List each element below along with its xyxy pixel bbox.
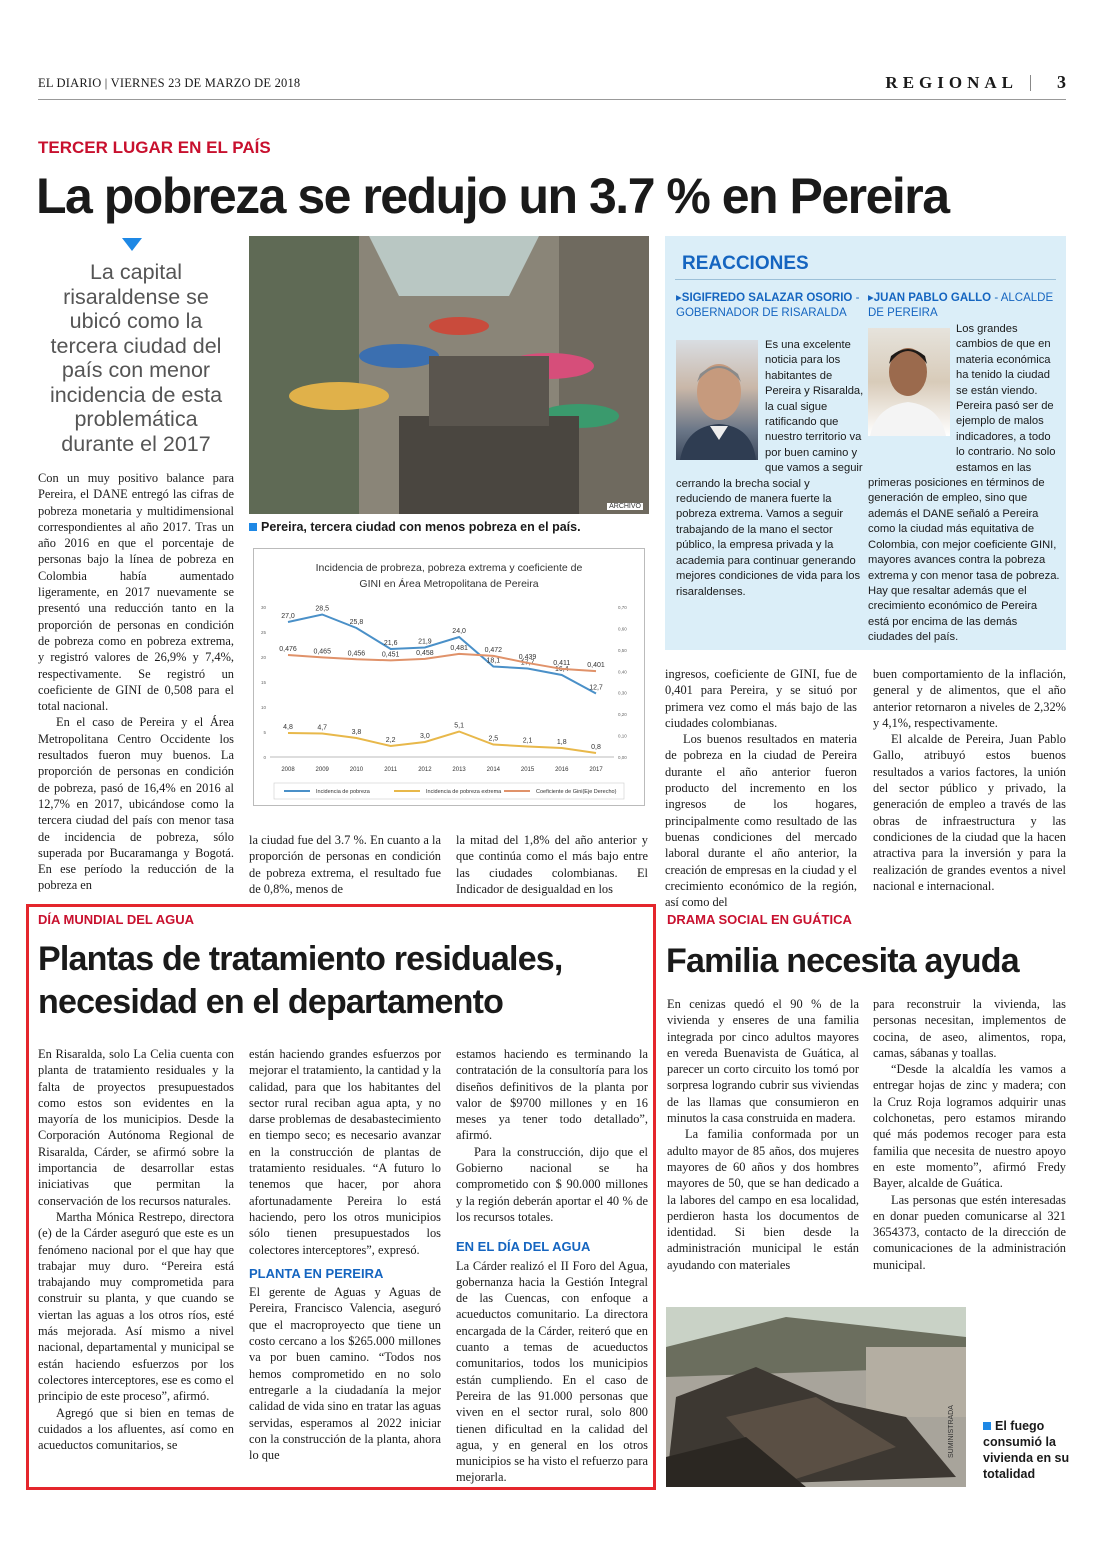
series-line-0 [288,615,596,694]
header-left: EL DIARIO | VIERNES 23 DE MARZO DE 2018 [38,76,301,90]
paragraph: La familia conformada por un adulto mayor de 85 años, dos mujeres mayores de 60 años y dos hombres mayores de 50, que se han dedicado a la labores del campo en esa localidad, perdieron hasta los documentos de identidad. Si bien desde la administración municipal le están ayudando con materiales [667,1127,859,1272]
y2-tick-label: 0,10 [618,733,627,739]
pereira-street-photo [249,236,649,514]
page-header [38,72,1066,96]
x-tick-label: 2011 [384,767,398,773]
page-number: 3 [1057,72,1066,92]
y-tick-label: 10 [260,705,266,710]
paragraph: Agregó que si bien en temas de cuidados a los afluentes, así como en acueductos comunitarios, se [38,1405,234,1453]
family-headline: Familia necesita ayuda [666,942,1019,980]
subhead-planta: PLANTA EN PEREIRA [249,1265,384,1281]
main-column-3 [456,832,648,897]
x-tick-label: 2014 [486,767,501,773]
x-tick-label: 2010 [349,767,364,773]
paragraph: El gerente de Aguas y Aguas de Pereira, Francisco Valencia, aseguró que el macroproyecto que tiene un costo cercano a los $265.000 millones va por buen camino. “Todos nos hemos comprometido en no solo entregarle a la ciudadanía la mejor calidad de vida sino en tratar las aguas servidas, esperamos al 2022 iniciar con la construcción de la planta, ahora lo que [249,1285,441,1463]
poverty-chart [253,548,645,806]
photo-credit: ARCHIVO [609,503,641,510]
data-label: 0,465 [313,648,331,656]
data-label: 0,401 [587,662,605,670]
paragraph: estamos haciendo es terminando la contratación de la consultoría para los diseños definitivos de la planta por valor de $9700 millones y en 16 meses ya tener todo detallado”, afirmó. [456,1047,648,1143]
water-column-3 [456,1046,648,1486]
x-tick-label: 2008 [281,767,295,773]
paragraph: En el caso de Pereira y el Área Metropolitana Centro Occidente los resultados fueron muy buenos. La proporción de personas en condición de pobreza, pasó de 16,4% en 2016 al 12,7% en 2017, ubicándose como la tercera ciudad del país con menor tasa de incidencia de pobreza, sólo superada por Bucaramanga y Bogotá. En ese período la reducción de la pobreza en [38,715,234,893]
y2-tick-label: 0,50 [618,647,627,653]
person1-arrow-icon: ▸ [676,292,682,304]
paragraph: la mitad del 1,8% del año anterior y que continúa como el más bajo entre las ciudades colombianas. El Indicador de desigualdad en los [456,833,648,896]
y-tick-label: 0 [263,755,266,760]
paragraph: Para la construcción, dijo que el Gobierno nacional se ha comprometido con $ 90.000 millones y la región deberán aportar el 40 % de los recursos totales. [456,1144,648,1224]
person1-name: ▸SIGIFREDO SALAZAR OSORIO - GOBERNADOR DE RISARALDA [676,292,860,319]
paragraph: buen comportamiento de la inflación, general y de alimentos, que el año anterior retornaron a niveles de 2,32% y 4,1%, respectivamente. [873,667,1066,730]
data-label: 24,0 [452,628,466,635]
data-label: 0,8 [591,744,601,751]
main-headline: La pobreza se redujo un 3.7 % en Pereira [36,168,949,224]
y-tick-label: 30 [260,605,266,610]
series-line-2 [288,654,596,671]
caption-text: El fuego consumió la vivienda en su totalidad [983,1419,1070,1481]
paragraph: para reconstruir la vivienda, las personas necesitan, implementos de cocina, de aseo, alimentos, ropa, camas, sábanas y toallas. [873,997,1066,1060]
person1-quote: Es una excelente noticia para los habitantes de Pereira y Risaralda, la cual sigue ratificando que nuestro territorio va por buen camino y que vamos a seguir cerrando la brecha social y reduciendo de manera fuerte la pobreza extrema. Vamos a seguir trabajando de la mano el sector público, la empresa privada y la academia para continuar generando mejores condiciones de vida para los risaraldenses. [676,339,864,598]
caption-text: Pereira, tercera ciudad con menos pobreza en el país. [261,520,581,534]
data-label: 27,0 [281,613,295,620]
y2-tick-label: 0,30 [618,690,627,696]
data-label: 16,4 [554,666,569,673]
paragraph: En Risaralda, solo La Celia cuenta con planta de tratamiento residuales y la falta de proyectos presupuestados como estos son evidentes en la mayoría de los municipios. Desde la Corporación Autónoma Regional de Risaralda, Cárder, se afirmó sobre la importancia de desarrollar estas iniciativas que permitan la conservación de los recursos naturales. [38,1047,234,1208]
paragraph: Los buenos resultados en materia de pobreza en la ciudad de Pereira durante el año anterior fueron producto del incremento en los ingresos de los hogares, principalmente como resultado de las buenas condiciones del mercado laboral durante el año anterior, la creación de empresas en la ciudad y el crecimiento económico de la región, así como del [665,732,857,910]
y-tick-label: 20 [260,655,266,660]
reactions-box [665,236,1066,650]
main-column-2 [249,832,441,897]
family-photo-caption [983,1418,1073,1482]
data-label: 28,5 [315,605,330,613]
poverty-chart-svg [254,549,644,805]
paragraph: Con un muy positivo balance para Pereira, el DANE entregó las cifras de pobreza monetaria y multidimensional correspondientes al año 2017. Tras un año 2016 en que el porcentaje de personas bajo la línea de pobreza en Colombia había aumentado ligeramente, en 2017 nuevamente se presentó una reducción tanto en la proporción de personas en condición de pobreza como en pobreza extrema, y registró valores de 26,9% y 7,4%, respectivamente. Se registró un coeficiente de GINI de 0,508 para el total nacional. [38,471,234,714]
section-name: REGIONAL [885,73,1018,92]
data-label: 3,8 [351,729,362,736]
float-spacer [676,338,765,464]
data-label: 1,8 [556,739,567,746]
x-tick-label: 2017 [589,767,603,773]
chart-title: GINI en Área Metropolitana de Pereira [359,578,539,590]
paragraph: la ciudad fue del 3.7 %. En cuanto a la proporción de personas en condición de pobreza extrema, el resultado fue de 0,8%, menos de [249,833,441,896]
data-label: 4,8 [283,724,293,731]
y-tick-label: 25 [260,630,266,635]
float-spacer [868,322,956,462]
photo-credit-vertical: SUMINISTRADA [948,1405,955,1458]
y2-tick-label: 0,00 [618,755,627,760]
data-label: 2,1 [522,737,533,745]
reactions-rule [675,279,1056,280]
person2-name: ▸JUAN PABLO GALLO - ALCALDE DE PEREIRA [868,292,1054,319]
x-tick-label: 2015 [520,767,535,773]
y-tick-label: 5 [263,730,266,735]
main-kicker: TERCER LUGAR EN EL PAÍS [38,138,271,157]
paragraph: están haciendo grandes esfuerzos por mejorar el tratamiento, la cantidad y la calidad, para que los habitantes del sector rural reciban agua apta, y no darse problemas de desabastecimiento en tiempo seco; es necesario avanzar en la construcción de plantas de tratamiento residuales. “A futuro lo tenemos que hacer, por ahora afortunadamente Pereira lo está haciendo, pero los otros municipios sólo tienen presupuestados los colectores interceptores”, expresó. [249,1047,441,1257]
y2-tick-label: 0,60 [618,626,627,632]
main-column-5 [873,666,1066,894]
paragraph: El alcalde de Pereira, Juan Pablo Gallo, atribuyó estos buenos resultados a varios factores, la unión del sector público y privado, la generación de empleo a través de las obras de infraestructura y las condiciones de la ciudad que la hacen atractiva para la inversión y para la realización de grandes eventos a nivel nacional e internacional. [873,732,1066,893]
reactions-title: REACCIONES [682,253,809,274]
data-label: 0,456 [347,650,366,658]
data-label: 25,8 [349,619,364,626]
family-column-1 [667,996,859,1273]
data-label: 21,6 [383,640,398,647]
y-tick-label: 15 [260,680,266,685]
legend-label: Incidencia de pobreza [316,789,370,795]
paragraph: ingresos, coeficiente de GINI, fue de 0,401 para Pereira, y se situó por primera vez como el más bajo de las ciudades colombianas. [665,667,857,730]
burned-house-photo [666,1307,966,1487]
y2-tick-label: 0,70 [618,605,627,610]
caption-square-icon [249,523,257,531]
photo-caption [249,520,581,534]
crowd-illustration [249,236,649,514]
header-rule [38,99,1066,100]
y2-tick-label: 0,20 [618,712,627,718]
water-headline: Plantas de tratamiento residuales, necesidad en el departamento [38,940,563,1021]
chart-title: Incidencia de probreza, pobreza extrema y coeficiente de [315,562,583,574]
x-tick-label: 2012 [418,767,432,773]
caption-square-icon [983,1422,991,1430]
legend-label: Coeficiente de Gini(Eje Derecho) [536,789,617,795]
x-tick-label: 2009 [315,767,329,773]
data-label: 5,1 [454,722,464,730]
person2-quote: Los grandes cambios de que en materia económica ha tenido la ciudad se están viendo. Pereira pasó ser de ejemplo de malos indicadores, a todo lo contrario. No solo estamos en las primeras posiciones en términos de generación de empleo, sino que además el DANE señaló a Pereira como la ciudad más equitativa de Colombia, con mejor coeficiente GINI, mayores avances contra la pobreza extrema y con menor tasa de pobreza. Hay que resaltar además que el crecimiento económico de Pereira está por encima de las demás ciudades del país. [868,323,1060,644]
data-label: 0,411 [553,659,571,667]
data-label: 0,439 [518,653,537,661]
water-kicker: DÍA MUNDIAL DEL AGUA [38,912,194,927]
lead-text: La capital risaraldense se ubicó como la tercera ciudad del país con menor incidencia de esta problemática durante el 2017 [49,260,223,456]
family-kicker: DRAMA SOCIAL EN GUÁTICA [667,912,852,927]
main-column-1 [38,470,234,894]
water-column-2 [249,1046,441,1463]
subhead-dia-agua: EN EL DÍA DEL AGUA [456,1239,591,1255]
paragraph: En cenizas quedó el 90 % de la vivienda y enseres de una familia integrada por cinco adultos mayores en vereda Buenavista de Guática, al parecer un corto circuito los tomó por sorpresa logrando cubrir sus viviendas de las llamas que consumieron en minutos la casa construida en madera. [667,997,859,1126]
paragraph: “Desde la alcaldía les vamos a entregar hojas de zinc y madera; con la Cruz Roja logramos adquirir unas colchonetas, pero estamos mirando qué más podemos recoger para esta familia que necesita de nuestro apoyo en este momento”, afirmó Fredy Bayer, alcalde de Guática. [873,1062,1066,1191]
family-column-2 [873,996,1066,1273]
data-label: 0,481 [450,644,468,652]
data-label: 0,476 [279,646,297,653]
data-label: 4,7 [317,724,328,732]
data-label: 0,451 [381,651,400,659]
y2-tick-label: 0,40 [618,669,627,675]
water-column-1 [38,1046,234,1453]
header-divider [1030,75,1031,91]
data-label: 2,5 [488,735,499,743]
paragraph: Martha Mónica Restrepo, directora (e) de la Cárder aseguró que este es un fenómeno nacional por el que hay que trabajar muy duro. “Pereira está trabajando muy comprometida para construir su planta, y que cuando se viertan las aguas a los otros ríos, esté más mejorada. Así mismo a nivel nacional, departamental y municipal se están haciendo esfuerzos por los colectores interceptores, ese es como el principio de este proceso”, afirmó. [38,1209,234,1404]
data-label: 12,7 [589,684,603,692]
paragraph: La Cárder realizó el II Foro del Agua, gobernanza hacia la Gestión Integral de las Cuencas, con enfoque a acueductos comunitario. La directora encargada de la Cárder, reiteró que en cuanto a temas de acueductos comunitarios, todos los municipios están cumpliendo. En el caso de Pereira de las 91.000 personas que viven en el sector rural, solo 800 tienen dificultad en la calidad del agua, y en general en los otros municipios se ha visto el refuerzo para mejorarla. [456,1258,648,1485]
x-tick-label: 2016 [555,767,569,773]
lead-arrow-icon [122,238,142,251]
person2-arrow-icon: ▸ [868,292,874,304]
data-label: 0,472 [484,646,503,654]
data-label: 17,7 [520,659,535,667]
legend-label: Incidencia de pobreza extrema [426,789,502,795]
main-column-4 [665,666,857,910]
data-label: 3,0 [420,733,430,740]
data-label: 2,2 [385,737,396,744]
series-line-1 [288,732,596,754]
paragraph: Las personas que estén interesadas en donar pueden comunicarse al 321 3654373, contacto de la dirección de comunicaciones de la administración municipal. [873,1192,1066,1272]
x-tick-label: 2013 [452,767,466,773]
data-label: 21,9 [418,638,432,646]
data-label: 0,458 [416,649,434,657]
data-label: 18,1 [486,657,501,665]
burned-house-illustration [666,1307,966,1487]
